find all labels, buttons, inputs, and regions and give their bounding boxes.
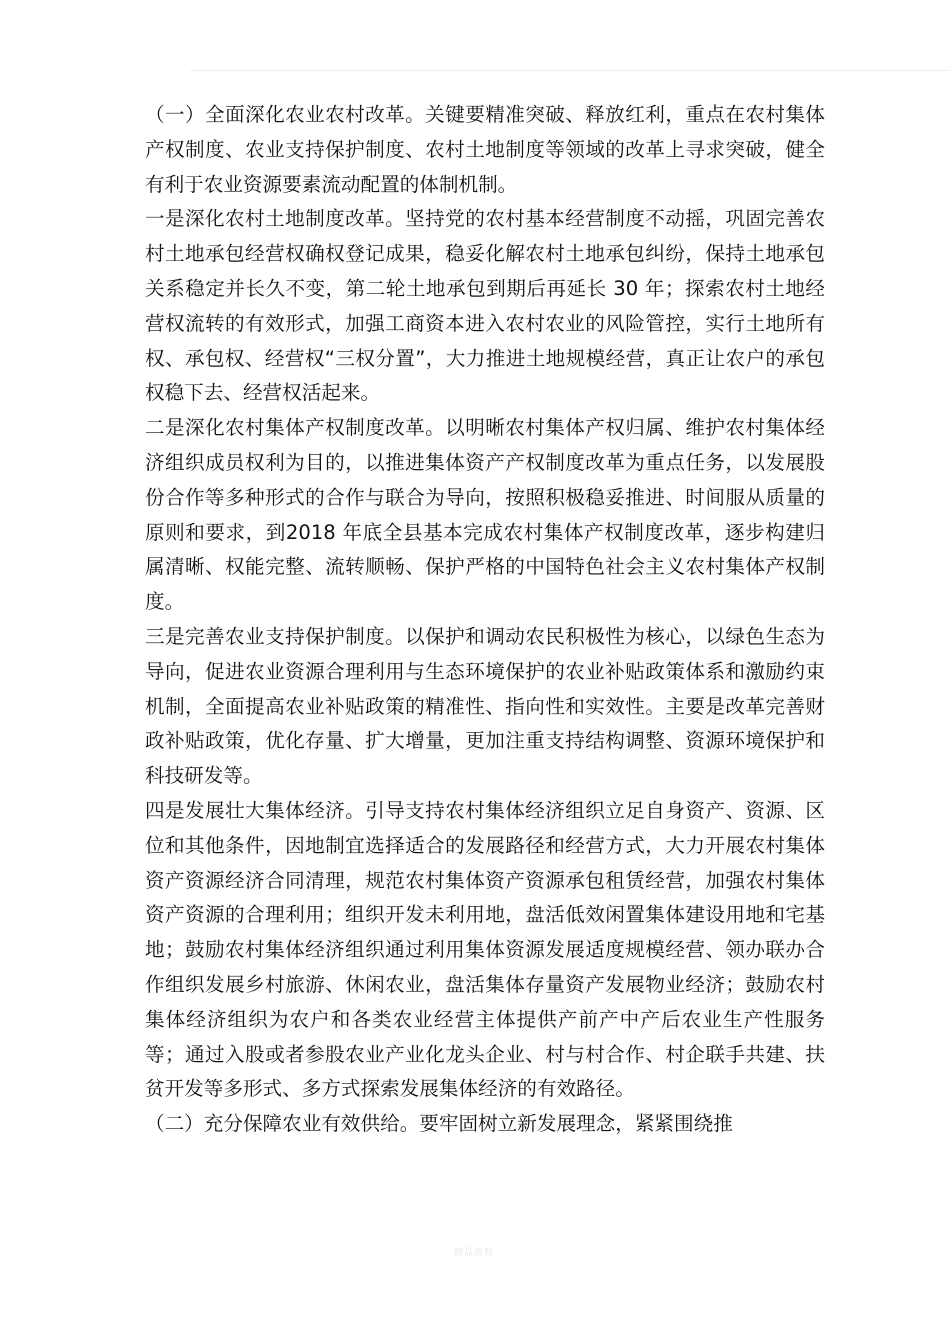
paragraph-collective-property: 二是深化农村集体产权制度改革。以明晰农村集体产权归属、维护农村集体经济组织成员权利为目的，以推进集体资产产权制度改革为重点任务，以发展股份合作等多种形式的合作与联合为导向，按照积极稳妥推进、时间服从质量的原则和要求，到2018 年底全县基本完成农村集体产权制度改革，逐步构建归属清晰、权能完整、流转顺畅、保护严格的中国特色社会主义农村集体产权制度。 [145, 416, 825, 614]
paragraph-section-2: （二）充分保障农业有效供给。要牢固树立新发展理念，紧紧围绕推 [145, 1112, 733, 1136]
document-body [145, 98, 825, 1142]
paragraph-collective-economy: 四是发展壮大集体经济。引导支持农村集体经济组织立足自身资产、资源、区位和其他条件，因地制宜选择适合的发展路径和经营方式，大力开展农村集体资产资源经济合同清理，规范农村集体资产资源承包租赁经营，加强农村集体资产资源的合理利用；组织开发未利用地，盘活低效闲置集体建设用地和宅基地；鼓励农村集体经济组织通过利用集体资源发展适度规模经营、领办联办合作组织发展乡村旅游、休闲农业，盘活集体存量资产发展物业经济；鼓励农村集体经济组织为农户和各类农业经营主体提供产前产中产后农业生产性服务等；通过入股或者参股农业产业化龙头企业、村与村合作、村企联手共建、扶贫开发等多形式、多方式探索发展集体经济的有效路径。 [145, 798, 825, 1101]
footer-watermark: 精品资料 [454, 1248, 495, 1258]
paragraph-support-protection: 三是完善农业支持保护制度。以保护和调动农民积极性为核心，以绿色生态为导向，促进农业资源合理利用与生态环境保护的农业补贴政策体系和激励约束机制，全面提高农业补贴政策的精准性、指向性和实效性。主要是改革完善财政补贴政策，优化存量、扩大增量，更加注重支持结构调整、资源环境保护和科技研发等。 [145, 624, 825, 788]
paragraph-section-1: （一）全面深化农业农村改革。关键要精准突破、释放红利，重点在农村集体产权制度、农业支持保护制度、农村土地制度等领域的改革上寻求突破，健全有利于农业资源要素流动配置的体制机制。 [145, 103, 825, 196]
paragraph-land-reform: 一是深化农村土地制度改革。坚持党的农村基本经营制度不动摇，巩固完善农村土地承包经营权确权登记成果，稳妥化解农村土地承包纠纷，保持土地承包关系稳定并长久不变，第二轮土地承包到期后再延长 30 年；探索农村土地经营权流转的有效形式，加强工商资本进入农村农业的风险管控，实行土地所有权、承包权、经营权“三权分置”，大力推进土地规模经营，真正让农户的承包权稳下去、经营权活起来。 [145, 207, 825, 405]
header-divider [190, 70, 950, 71]
